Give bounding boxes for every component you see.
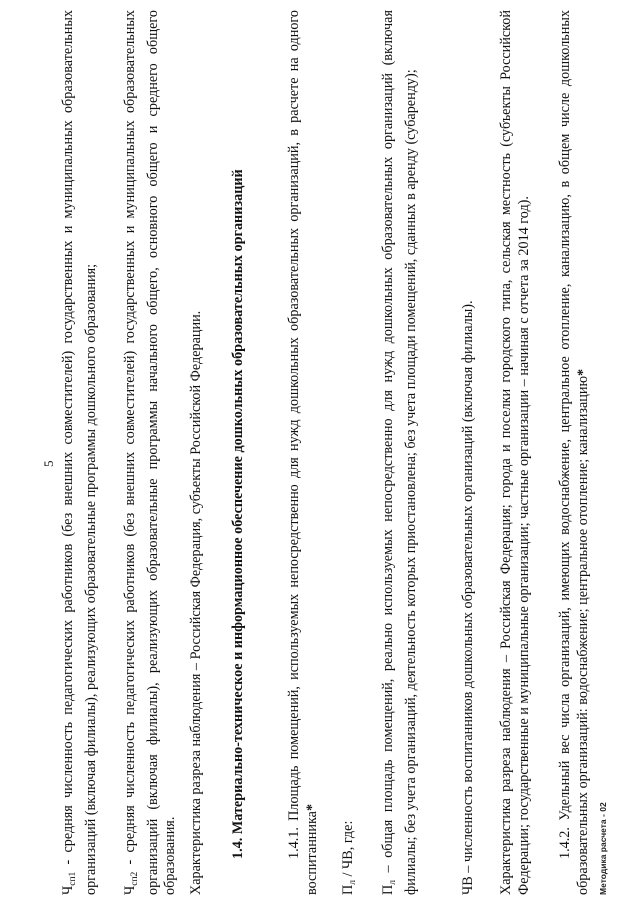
ch2-text: - средняя численность педагогических работников (без внешних совместителей) государственных и муниципальных образовательных организаций (включая филиалы), реализующих образовательные программы начального общего, основного общего и среднего общего образования. [122,10,178,895]
paragraph-ch1 [60,10,100,895]
ch1-subscript: сп1 [68,871,78,886]
ch1-symbol: Ч [60,885,76,895]
ch2-subscript: сп2 [130,871,140,886]
section-heading: 1.4. Материально-техническое и информационное обеспечение дошкольных образовательных организаций [230,169,246,859]
paragraph-item-141 [286,10,321,895]
def-area-subscript: л [388,880,398,885]
page-number: 5 [41,460,56,467]
def-area-text: – общая площадь помещений, реально используемых непосредственно для нужд дошкольных образовательных организаций (включая филиалы; без учета организаций, деятельность которых приостановлена; без учета площади помещений, сданных в аренду (субаренду); [380,10,419,895]
paragraph-def-area [380,10,420,895]
item-142-text: 1.4.2. Удельный вес числа организаций, имеющих водоснабжение, центральное отопление, канализацию, в общем числе дошкольных образовательных организаций: водоснабжение; центральное отопление; канализацию [557,10,591,895]
item-141-text: 1.4.1. Площадь помещений, используемых непосредственно для нужд дошкольных образовательных организаций, в расчете на одного воспитанника [286,10,320,895]
formula-symbol: П [340,884,356,895]
item-142-asterisk: * [574,368,591,376]
formula-line [340,10,363,895]
ch2-symbol: Ч [122,885,138,895]
rotated-content [41,10,610,895]
def-area-symbol: П [380,884,396,895]
item-141-asterisk: * [303,803,320,812]
paragraph-ch2 [122,10,180,895]
paragraph-section-characteristic: Характеристика разреза наблюдения – Российская Федерация, субъекты Российской Федерации. [188,310,204,895]
formula-rest: / ЧВ, где: [340,820,356,880]
paragraph-item-142 [557,10,592,895]
paragraph-def-chv: ЧВ – численность воспитанников дошкольных образовательных организаций (включая филиалы). [460,300,476,895]
paragraph-section-characteristic-2: Характеристика разреза наблюдения – Российская Федерация; города и поселки городского типа, сельская местность (субъекты Российской Федерации; государственные и муниципальные организации; частные организации – начиная с отчета за 2014 год). [498,10,532,895]
formula-subscript: л [348,880,358,885]
ch1-text: - средняя численность педагогических работников (без внешних совместителей) государственных и муниципальных образовательных организаций (включая филиалы), реализующих образовательные программы дошкольного образования; [60,10,99,895]
page-footer: Методика расчета - 02 [598,802,608,895]
